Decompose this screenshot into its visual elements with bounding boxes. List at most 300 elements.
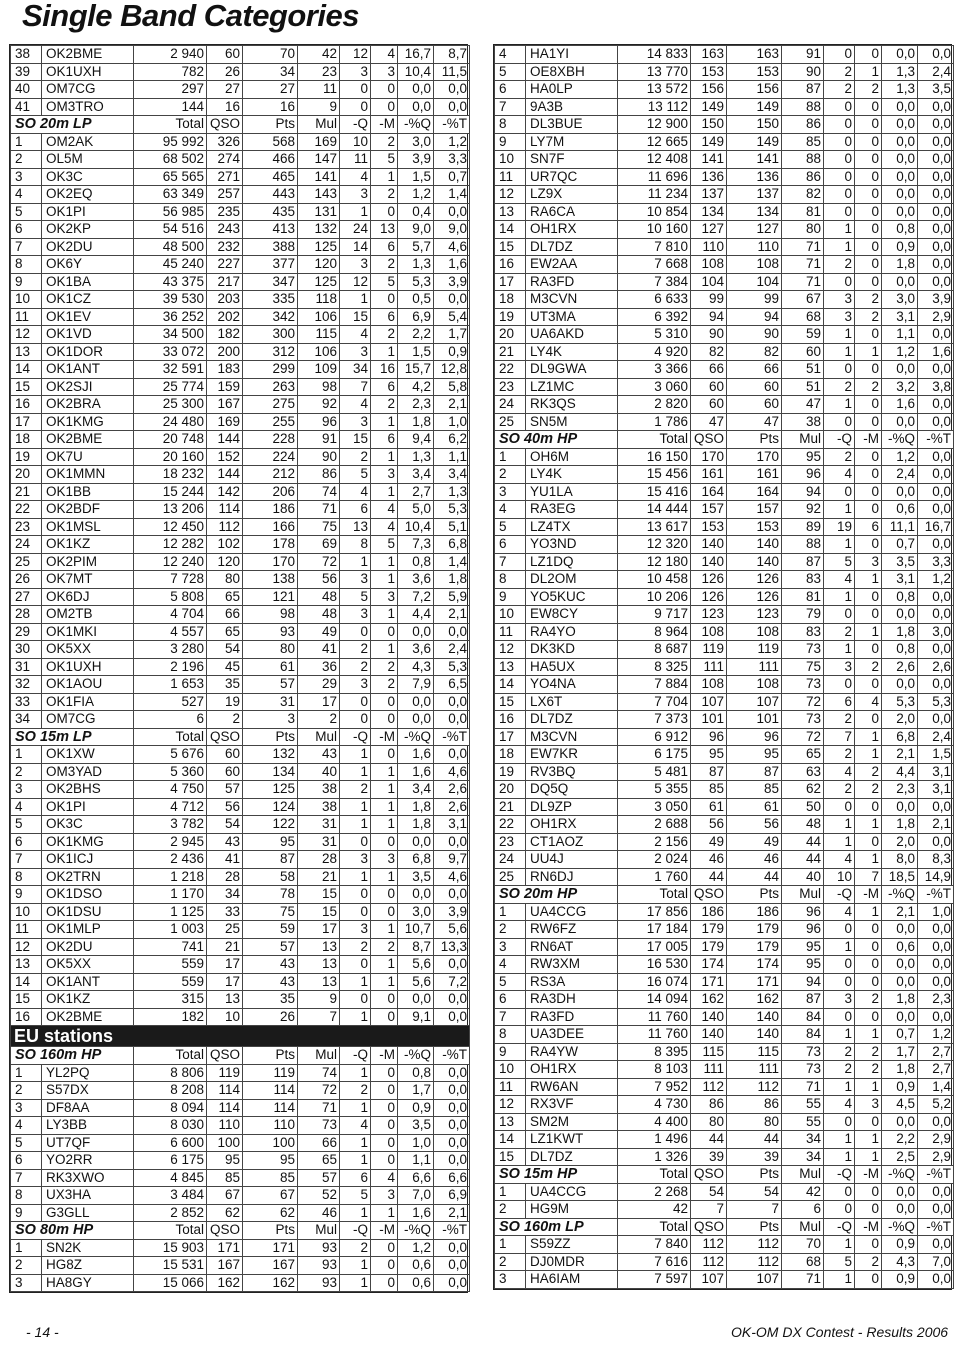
callsign-cell: EW8CY <box>526 606 618 624</box>
callsign-cell: RA3EG <box>526 501 618 519</box>
value-cell: 10 206 <box>618 588 691 606</box>
table-row <box>495 343 954 361</box>
table-row <box>495 816 954 834</box>
value-cell: 65 565 <box>134 168 207 186</box>
value-cell: 71 <box>298 501 340 519</box>
value-cell: 98 <box>243 606 298 624</box>
callsign-cell: LZ1DQ <box>526 553 618 571</box>
value-cell: 65 <box>298 1152 340 1170</box>
value-cell: 126 <box>691 588 727 606</box>
callsign-cell: OK1MMN <box>42 466 134 484</box>
table-row <box>11 1134 470 1152</box>
value-cell: 1,5 <box>398 168 434 186</box>
callsign-cell: OK2TRN <box>42 868 134 886</box>
callsign-cell: LY3BB <box>42 1117 134 1135</box>
value-cell: 275 <box>243 396 298 414</box>
value-cell: 782 <box>134 63 207 81</box>
value-cell: 46 <box>298 1204 340 1222</box>
value-cell: 140 <box>727 553 782 571</box>
value-cell: 1 <box>824 221 855 239</box>
value-cell: 3,4 <box>434 466 470 484</box>
value-cell: 88 <box>782 151 824 169</box>
column-header: Mul <box>782 431 824 449</box>
value-cell: 0 <box>371 746 398 764</box>
value-cell: 5,2 <box>918 1096 954 1114</box>
value-cell: 0 <box>371 693 398 711</box>
callsign-cell: HA5UX <box>526 658 618 676</box>
value-cell: 95 <box>782 448 824 466</box>
column-header: -Q <box>340 1047 371 1065</box>
value-cell: 73 <box>782 676 824 694</box>
value-cell: 73 <box>782 1061 824 1079</box>
table-row <box>495 903 954 921</box>
callsign-cell: OL5M <box>42 151 134 169</box>
value-cell: 16 530 <box>618 956 691 974</box>
rank-cell: 1 <box>11 133 42 151</box>
table-row <box>11 1099 470 1117</box>
table-row <box>495 571 954 589</box>
rank-cell: 3 <box>495 938 526 956</box>
value-cell: 0 <box>855 1271 882 1289</box>
callsign-cell: OK2BME <box>42 1008 134 1026</box>
value-cell: 0 <box>824 676 855 694</box>
table-row <box>11 746 470 764</box>
value-cell: 15 244 <box>134 483 207 501</box>
value-cell: 4 750 <box>134 781 207 799</box>
value-cell: 40 <box>782 868 824 886</box>
callsign-cell: RV3BQ <box>526 763 618 781</box>
value-cell: 65 <box>782 746 824 764</box>
value-cell: 1,2 <box>918 571 954 589</box>
value-cell: 10 <box>207 1008 243 1026</box>
callsign-cell: DK3KD <box>526 641 618 659</box>
value-cell: 82 <box>727 343 782 361</box>
value-cell: 1 <box>340 746 371 764</box>
callsign-cell: RX3VF <box>526 1096 618 1114</box>
rank-cell: 17 <box>11 413 42 431</box>
callsign-cell: UA6AKD <box>526 326 618 344</box>
value-cell: 0 <box>855 833 882 851</box>
value-cell: 87 <box>782 81 824 99</box>
value-cell: 1,3 <box>434 483 470 501</box>
value-cell: 1 <box>855 746 882 764</box>
value-cell: 32 591 <box>134 361 207 379</box>
value-cell: 2 <box>340 1082 371 1100</box>
table-row <box>11 1117 470 1135</box>
value-cell: 114 <box>207 1082 243 1100</box>
value-cell: 6 <box>855 518 882 536</box>
table-row <box>11 308 470 326</box>
value-cell: 0 <box>824 203 855 221</box>
value-cell: 2,6 <box>434 798 470 816</box>
rank-cell: 15 <box>495 693 526 711</box>
value-cell: 38 <box>782 413 824 431</box>
value-cell: 3 <box>340 606 371 624</box>
column-header: Pts <box>243 728 298 746</box>
value-cell: 1 <box>371 483 398 501</box>
value-cell: 527 <box>134 693 207 711</box>
value-cell: 55 <box>782 1096 824 1114</box>
value-cell: 559 <box>134 956 207 974</box>
value-cell: 1 <box>824 816 855 834</box>
value-cell: 120 <box>298 256 340 274</box>
value-cell: 3 <box>371 588 398 606</box>
rank-cell: 39 <box>11 63 42 81</box>
value-cell: 0 <box>855 98 882 116</box>
column-header: QSO <box>207 1047 243 1065</box>
table-row <box>11 676 470 694</box>
value-cell: 47 <box>782 396 824 414</box>
value-cell: 4 <box>371 518 398 536</box>
value-cell: 119 <box>691 641 727 659</box>
rank-cell: 9 <box>495 588 526 606</box>
callsign-cell: OK2EQ <box>42 186 134 204</box>
table-row <box>11 343 470 361</box>
rank-cell: 3 <box>495 483 526 501</box>
value-cell: 1 <box>824 588 855 606</box>
value-cell: 84 <box>782 1008 824 1026</box>
callsign-cell: DL7DZ <box>526 238 618 256</box>
value-cell: 3 <box>371 851 398 869</box>
rank-cell: 8 <box>11 1187 42 1205</box>
column-header: -%T <box>918 1166 954 1184</box>
value-cell: 108 <box>691 256 727 274</box>
value-cell: 2 688 <box>618 816 691 834</box>
value-cell: 7 952 <box>618 1078 691 1096</box>
value-cell: 43 <box>298 746 340 764</box>
value-cell: 1 <box>371 868 398 886</box>
value-cell: 6 <box>340 501 371 519</box>
value-cell: 1,8 <box>882 816 918 834</box>
value-cell: 17 856 <box>618 903 691 921</box>
column-header: -M <box>371 1047 398 1065</box>
value-cell: 11 234 <box>618 186 691 204</box>
value-cell: 112 <box>691 1236 727 1254</box>
value-cell: 8 <box>340 536 371 554</box>
value-cell: 1,6 <box>398 763 434 781</box>
value-cell: 169 <box>207 413 243 431</box>
value-cell: 3,3 <box>918 553 954 571</box>
callsign-cell: UT7QF <box>42 1134 134 1152</box>
section-name: SO 15m LP <box>11 728 134 746</box>
value-cell: 206 <box>243 483 298 501</box>
value-cell: 7 810 <box>618 238 691 256</box>
callsign-cell: OK1EV <box>42 308 134 326</box>
value-cell: 171 <box>207 1239 243 1257</box>
value-cell: 2 <box>207 711 243 729</box>
value-cell: 38 <box>298 781 340 799</box>
callsign-cell: OM7CG <box>42 711 134 729</box>
value-cell: 44 <box>727 868 782 886</box>
column-header: Total <box>134 116 207 134</box>
rank-cell: 24 <box>495 851 526 869</box>
value-cell: 132 <box>243 746 298 764</box>
value-cell: 15 <box>298 903 340 921</box>
value-cell: 179 <box>727 921 782 939</box>
value-cell: 54 <box>727 1183 782 1201</box>
value-cell: 200 <box>207 343 243 361</box>
value-cell: 0,0 <box>434 203 470 221</box>
value-cell: 3 <box>824 291 855 309</box>
value-cell: 1 <box>855 1131 882 1149</box>
value-cell: 2,9 <box>918 1148 954 1166</box>
value-cell: 17 184 <box>618 921 691 939</box>
value-cell: 0 <box>855 676 882 694</box>
value-cell: 14 094 <box>618 991 691 1009</box>
value-cell: 24 <box>340 221 371 239</box>
value-cell: 7 <box>691 1201 727 1219</box>
value-cell: 5 310 <box>618 326 691 344</box>
rank-cell: 30 <box>11 641 42 659</box>
rank-cell: 41 <box>11 98 42 116</box>
callsign-cell: EW2AA <box>526 256 618 274</box>
table-row <box>495 273 954 291</box>
results-tbody-left <box>11 46 470 1292</box>
value-cell: 3 <box>371 1187 398 1205</box>
value-cell: 6,2 <box>434 431 470 449</box>
value-cell: 2 <box>824 1061 855 1079</box>
value-cell: 12 320 <box>618 536 691 554</box>
value-cell: 43 <box>243 973 298 991</box>
value-cell: 1 <box>824 1078 855 1096</box>
callsign-cell: OH1RX <box>526 1061 618 1079</box>
value-cell: 90 <box>298 448 340 466</box>
value-cell: 7 597 <box>618 1271 691 1289</box>
callsign-cell: S57DX <box>42 1082 134 1100</box>
value-cell: 96 <box>727 728 782 746</box>
value-cell: 0,0 <box>918 98 954 116</box>
column-header: -Q <box>824 431 855 449</box>
value-cell: 75 <box>243 903 298 921</box>
rank-cell: 15 <box>495 1148 526 1166</box>
value-cell: 99 <box>691 291 727 309</box>
group-header <box>11 1026 470 1047</box>
table-row <box>495 921 954 939</box>
value-cell: 6 <box>371 308 398 326</box>
value-cell: 140 <box>727 1026 782 1044</box>
value-cell: 6 <box>371 238 398 256</box>
column-header: -%Q <box>398 116 434 134</box>
value-cell: 73 <box>782 711 824 729</box>
value-cell: 0,0 <box>398 833 434 851</box>
value-cell: 2 <box>371 938 398 956</box>
value-cell: 72 <box>782 693 824 711</box>
value-cell: 15 <box>340 431 371 449</box>
table-row <box>11 518 470 536</box>
value-cell: 9,0 <box>398 221 434 239</box>
rank-cell: 21 <box>11 483 42 501</box>
value-cell: 39 530 <box>134 291 207 309</box>
value-cell: 157 <box>691 501 727 519</box>
value-cell: 95 <box>243 833 298 851</box>
value-cell: 43 <box>243 956 298 974</box>
table-row <box>495 466 954 484</box>
value-cell: 82 <box>691 343 727 361</box>
callsign-cell: OK2BME <box>42 46 134 64</box>
section-name: SO 20m LP <box>11 116 134 134</box>
value-cell: 1 <box>340 763 371 781</box>
value-cell: 0,0 <box>434 1134 470 1152</box>
value-cell: 19 <box>824 518 855 536</box>
value-cell: 9 717 <box>618 606 691 624</box>
value-cell: 0 <box>855 221 882 239</box>
value-cell: 75 <box>298 518 340 536</box>
rank-cell: 25 <box>11 553 42 571</box>
value-cell: 95 <box>243 1152 298 1170</box>
value-cell: 2,9 <box>918 308 954 326</box>
value-cell: 7 384 <box>618 273 691 291</box>
rank-cell: 10 <box>11 291 42 309</box>
value-cell: 0 <box>855 151 882 169</box>
value-cell: 0 <box>824 133 855 151</box>
value-cell: 122 <box>243 816 298 834</box>
rank-cell: 29 <box>11 623 42 641</box>
value-cell: 1,3 <box>882 81 918 99</box>
value-cell: 0,0 <box>882 133 918 151</box>
value-cell: 3 <box>340 571 371 589</box>
value-cell: 31 <box>298 816 340 834</box>
rank-cell: 20 <box>11 466 42 484</box>
table-row <box>495 133 954 151</box>
value-cell: 150 <box>727 116 782 134</box>
value-cell: 59 <box>243 921 298 939</box>
value-cell: 65 <box>207 588 243 606</box>
value-cell: 81 <box>782 588 824 606</box>
value-cell: 2 <box>855 1253 882 1271</box>
callsign-cell: RN6AT <box>526 938 618 956</box>
callsign-cell: DL7DZ <box>526 711 618 729</box>
value-cell: 0,0 <box>434 991 470 1009</box>
column-header: Pts <box>243 116 298 134</box>
value-cell: 0 <box>371 1152 398 1170</box>
value-cell: 1,1 <box>434 448 470 466</box>
rank-cell: 17 <box>495 728 526 746</box>
value-cell: 20 160 <box>134 448 207 466</box>
table-row <box>495 1131 954 1149</box>
value-cell: 2 268 <box>618 1183 691 1201</box>
value-cell: 33 072 <box>134 343 207 361</box>
table-row <box>495 186 954 204</box>
value-cell: 0 <box>855 921 882 939</box>
results-column-right <box>493 44 952 1290</box>
value-cell: 80 <box>782 221 824 239</box>
table-row <box>11 1187 470 1205</box>
value-cell: 0 <box>855 168 882 186</box>
value-cell: 75 <box>782 658 824 676</box>
rank-cell: 5 <box>11 816 42 834</box>
callsign-cell: RW6FZ <box>526 921 618 939</box>
value-cell: 0 <box>340 833 371 851</box>
value-cell: 162 <box>727 991 782 1009</box>
value-cell: 182 <box>207 326 243 344</box>
callsign-cell: YO2RR <box>42 1152 134 1170</box>
value-cell: 0 <box>371 886 398 904</box>
rank-cell: 7 <box>495 1008 526 1026</box>
rank-cell: 5 <box>495 63 526 81</box>
callsign-cell: HA8GY <box>42 1274 134 1292</box>
value-cell: 0,0 <box>434 886 470 904</box>
value-cell: 59 <box>782 326 824 344</box>
column-header: -M <box>371 1222 398 1240</box>
rank-cell: 19 <box>495 308 526 326</box>
rank-cell: 5 <box>495 973 526 991</box>
value-cell: 2,7 <box>918 1043 954 1061</box>
value-cell: 12 282 <box>134 536 207 554</box>
column-header: -Q <box>824 1166 855 1184</box>
value-cell: 3 366 <box>618 361 691 379</box>
value-cell: 72 <box>298 553 340 571</box>
column-header: Total <box>618 1166 691 1184</box>
value-cell: 1 <box>855 1026 882 1044</box>
table-row <box>495 448 954 466</box>
value-cell: 71 <box>298 1099 340 1117</box>
rank-cell: 13 <box>11 956 42 974</box>
value-cell: 1,1 <box>882 326 918 344</box>
table-row <box>11 816 470 834</box>
value-cell: 110 <box>207 1117 243 1135</box>
table-row <box>495 256 954 274</box>
table-row <box>11 221 470 239</box>
value-cell: 186 <box>691 903 727 921</box>
value-cell: 71 <box>782 273 824 291</box>
value-cell: 2 <box>371 256 398 274</box>
value-cell: 6 <box>371 431 398 449</box>
rank-cell: 2 <box>495 1201 526 1219</box>
value-cell: 42 <box>618 1201 691 1219</box>
table-row <box>11 606 470 624</box>
value-cell: 0,9 <box>882 1271 918 1289</box>
table-row <box>11 588 470 606</box>
value-cell: 1,4 <box>434 553 470 571</box>
value-cell: 0,0 <box>434 1152 470 1170</box>
value-cell: 115 <box>298 326 340 344</box>
value-cell: 2 <box>371 186 398 204</box>
value-cell: 170 <box>243 553 298 571</box>
value-cell: 0,0 <box>398 693 434 711</box>
rank-cell: 2 <box>11 1082 42 1100</box>
value-cell: 347 <box>243 273 298 291</box>
value-cell: 0,8 <box>398 553 434 571</box>
value-cell: 44 <box>782 851 824 869</box>
value-cell: 243 <box>207 221 243 239</box>
value-cell: 0,7 <box>882 536 918 554</box>
value-cell: 1,8 <box>882 991 918 1009</box>
value-cell: 297 <box>134 81 207 99</box>
callsign-cell: UT3MA <box>526 308 618 326</box>
value-cell: 0,0 <box>434 1064 470 1082</box>
value-cell: 34 <box>782 1148 824 1166</box>
rank-cell: 22 <box>495 361 526 379</box>
value-cell: 312 <box>243 343 298 361</box>
table-row <box>11 203 470 221</box>
rank-cell: 1 <box>495 1236 526 1254</box>
value-cell: 1 <box>855 851 882 869</box>
value-cell: 14 <box>340 238 371 256</box>
value-cell: 102 <box>207 536 243 554</box>
value-cell: 68 502 <box>134 151 207 169</box>
value-cell: 92 <box>298 396 340 414</box>
value-cell: 13 <box>298 973 340 991</box>
rank-cell: 15 <box>11 378 42 396</box>
value-cell: 2 <box>340 938 371 956</box>
value-cell: 80 <box>207 571 243 589</box>
value-cell: 15 <box>298 886 340 904</box>
value-cell: 94 <box>782 973 824 991</box>
rank-cell: 7 <box>495 553 526 571</box>
value-cell: 13 <box>298 938 340 956</box>
rank-cell: 11 <box>495 1078 526 1096</box>
value-cell: 4 <box>371 46 398 64</box>
